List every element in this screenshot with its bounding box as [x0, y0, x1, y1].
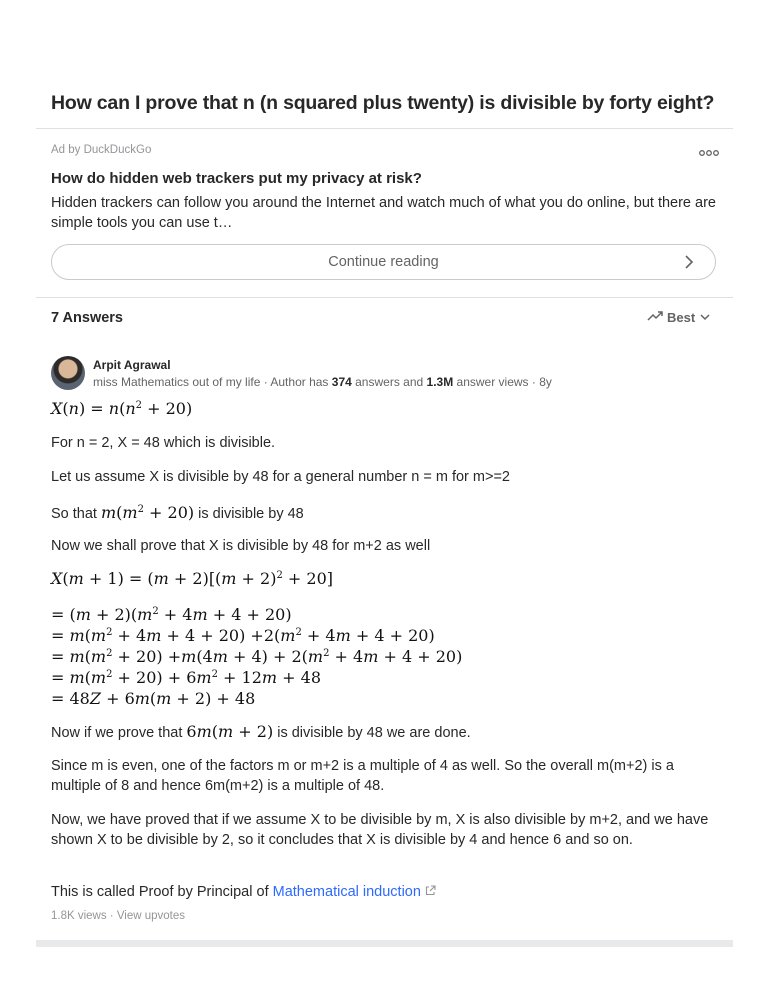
answer-text: For n = 2, X = 48 which is divisible.: [51, 435, 276, 451]
sort-label: Best: [667, 310, 696, 325]
answers-count: 7 Answers: [51, 310, 123, 326]
answer-text: Since m is even, one of the factors m or m+2 is a multiple of 4 as well. So the overall m(m+2) is a multiple of 8 and hence 6m(m+2) is a multiple of 48.: [51, 758, 674, 794]
answer-text: Now if we prove that 6m(m + 2) is divisible by 48 we are done.: [51, 722, 471, 741]
trending-icon: [647, 310, 663, 325]
equation: = 48Z + 6m(m + 2) + 48: [51, 689, 256, 708]
divider: [36, 128, 733, 129]
induction-link[interactable]: Mathematical induction: [272, 884, 421, 900]
divider: [36, 297, 733, 298]
continue-reading-button[interactable]: [51, 244, 716, 280]
ad-body: Hidden trackers can follow you around the Internet and watch much of what you do online, but there are simple tools you can use t…: [51, 195, 716, 231]
answer-text: Now, we have proved that if we assume X to be divisible by m, X is also divisible by m+2, and we have shown X to be divisible by 2, so it concludes that X is divisible by 4 and hence 6 and so on.: [51, 812, 709, 848]
ad-title[interactable]: How do hidden web trackers put my privacy at risk?: [51, 170, 422, 187]
author-credential: miss Mathematics out of my life · Author has 374 answers and 1.3M answer views · 8y: [93, 375, 552, 389]
answer-text: This is called Proof by Principal of Mathematical induction: [51, 884, 436, 900]
equation: $X(n) = n(n^2 + 20)$: [51, 399, 193, 418]
continue-reading-label: Continue reading: [328, 254, 439, 270]
answer-stats[interactable]: 1.8K views · View upvotes: [51, 910, 186, 922]
chevron-down-icon: [699, 310, 711, 325]
sort-dropdown[interactable]: [647, 310, 711, 325]
equation: = $m(m^2 + 20) +m(4m + 4) + 2(m^2 + 4m + 4 + 20)$: [51, 647, 463, 666]
chevron-right-icon: [683, 252, 695, 277]
answer-text: Now we shall prove that X is divisible by 48 for m+2 as well: [51, 538, 431, 554]
external-link-icon: [425, 884, 436, 900]
equation: = $m(m^2 + 4m + 4 + 20) +2(m^2 + 4m + 4 + 20)$: [51, 626, 435, 645]
equation: $X(m + 1) = (m + 2)[(m + 2)^2 + 20]$: [51, 569, 334, 588]
equation: = $m(m^2 + 20) + 6m^2 + 12m + 48$: [51, 668, 321, 687]
question-title[interactable]: How can I prove that n (n squared plus twenty) is divisible by forty eight?: [51, 92, 715, 114]
bottom-divider: [36, 940, 733, 947]
equation: = $(m + 2)(m^2 + 4m + 4 + 20)$: [51, 605, 292, 624]
answer-text: So that $m(m^2 + 20)$ is divisible by 48: [51, 503, 304, 522]
answer-text: Let us assume X is divisible by 48 for a general number n = m for m>=2: [51, 469, 510, 485]
avatar[interactable]: [51, 356, 85, 390]
more-dots-icon[interactable]: [699, 146, 719, 160]
ad-label[interactable]: Ad by DuckDuckGo: [51, 144, 152, 156]
author-name[interactable]: Arpit Agrawal: [93, 358, 171, 372]
